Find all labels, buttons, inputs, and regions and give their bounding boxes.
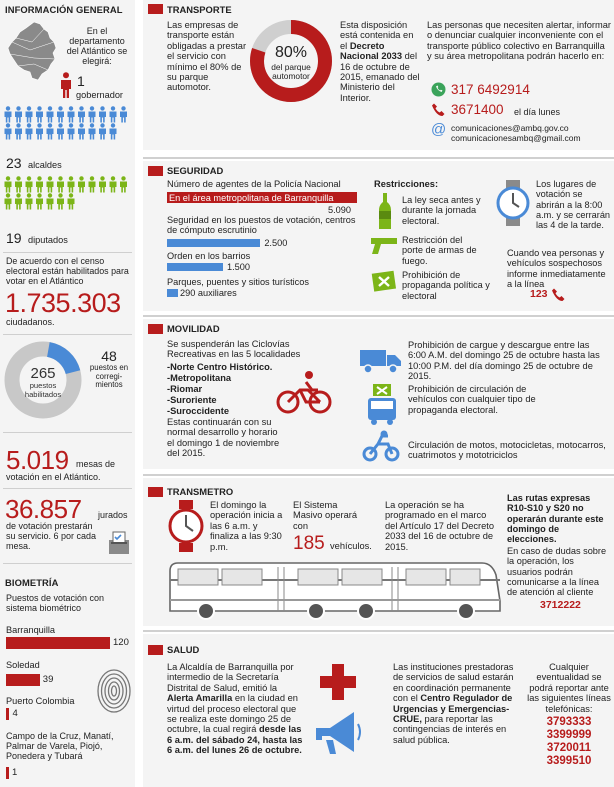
divider [3, 563, 132, 564]
alert-text-c: en la ciudad en virtud del proceso electoral que se realiza este domingo 25 de octubre, la cual regirá [167, 693, 298, 735]
mayors-icon-grid [4, 106, 132, 152]
general-info-panel [0, 0, 135, 787]
biometric-title: BIOMETRÍA [5, 577, 59, 588]
locality-item: -Suroriente [167, 395, 217, 405]
section-marker-icon [148, 4, 163, 14]
transmetro-title: TRANSMETRO [167, 486, 234, 497]
deputy-person-icon [47, 193, 54, 209]
agents-row-value: 1.500 [226, 262, 250, 272]
bio-bar [6, 674, 40, 686]
mayor-person-icon [99, 123, 106, 139]
stations-total: 265 [30, 365, 56, 382]
mayor-person-icon [47, 123, 54, 139]
mayor-person-icon [89, 123, 96, 139]
mayor-person-icon [5, 106, 12, 122]
bio-bar-label: Puerto Colombia [6, 696, 75, 706]
propaganda-vehicle-restriction: Prohibición de circulación de vehículos con cualquier tipo de propaganda electoral. [408, 384, 536, 415]
mobility-outro: Estas continuarán con su normal desarrollo y horario el domingo 1 de noviembre del 2015. [167, 417, 280, 459]
transmetro-hours: El domingo la operación inicia a las 6 a.m. y finaliza a las 9:30 p.m. [210, 500, 283, 552]
phone-number: 3671400 [451, 102, 504, 117]
articulated-bus-icon [166, 559, 502, 621]
divider [143, 157, 614, 159]
phone-icon [431, 102, 446, 117]
deputy-person-icon [110, 176, 117, 192]
deputy-person-icon [57, 176, 64, 192]
locality-item: -Suroccidente [167, 406, 229, 416]
mayors-label: alcaldes [28, 160, 62, 170]
section-marker-icon [148, 166, 163, 176]
restriction-propaganda: Prohibición de propaganda política y electoral [402, 270, 490, 301]
email-icon: @ [431, 121, 447, 138]
deputy-person-icon [78, 176, 85, 192]
stations-total-label: puestos habilitados [24, 381, 62, 399]
fleet-pct: 80% [274, 44, 308, 61]
locality-item: -Metropolitana [167, 373, 232, 383]
whatsapp-number: 317 6492914 [451, 82, 530, 97]
health-phone: 3793333 [546, 716, 592, 728]
report-number: 123 [530, 288, 548, 300]
locality-item: -Riomar [167, 384, 203, 394]
alert-text-a: La Alcaldía de Barranquilla por intermedio de la Secretaría Distrital de Salud, emitió la [167, 662, 294, 693]
biometric-text: Puestos de votación con sistema biométrico [6, 593, 105, 614]
atlantico-map-icon [4, 20, 60, 82]
stations-rural-count: 48 [101, 348, 117, 364]
jurors-label-b: de votación prestarán su servicio. 6 por cada mesa. [6, 521, 97, 552]
deputy-person-icon [26, 176, 33, 192]
bottle-icon [378, 193, 392, 229]
fingerprint-icon [96, 668, 132, 714]
agents-row-label: Parques, puentes y sitios turísticos [167, 277, 309, 287]
mayor-person-icon [57, 106, 64, 122]
info-text: En el departamento del Atlántico se elegirá: [66, 26, 128, 67]
mayor-person-icon [26, 106, 33, 122]
bio-bar-label: Campo de la Cruz, Manatí, Palmar de Varela, Piojó, Ponedera y Tubará [6, 731, 114, 762]
alert-period: desde las 6 a.m. del sábado 24, hasta las 6 a.m. del lunes 26 de octubre. [167, 724, 303, 756]
deputy-person-icon [68, 176, 75, 192]
transport-text-3 [340, 20, 420, 103]
restriction-weapons: Restricción del porte de armas de fuego. [402, 235, 477, 266]
locality-item: -Norte Centro Histórico. [167, 362, 273, 372]
security-title: SEGURIDAD [167, 165, 224, 176]
deputies-icon-grid [4, 176, 132, 226]
phone-icon [552, 287, 566, 301]
deputy-person-icon [99, 176, 106, 192]
deputy-person-icon [57, 193, 64, 209]
mayor-person-icon [89, 106, 96, 122]
health-title: SALUD [167, 644, 200, 655]
governor-label: gobernador [76, 90, 123, 100]
customer-line-text: En caso de dudas sobre la operación, los usuarios podrán comunicarse a la línea de atención al cliente [507, 546, 607, 598]
transport-text-1: Las empresas de transporte están obligadas a prestar el servicio con mínimo el 80% de su parque automotor. [167, 20, 247, 93]
bio-bar [6, 637, 110, 649]
deputies-label: diputados [28, 235, 68, 245]
mayor-person-icon [36, 123, 43, 139]
deputy-person-icon [15, 193, 22, 209]
truck-icon [360, 348, 402, 374]
section-marker-icon [148, 324, 163, 334]
governor-count: 1 [77, 73, 85, 89]
fleet-label: del parque automotor [271, 62, 311, 82]
health-lines-text: Cualquier eventualidad se podrá reportar ante las siguientes líneas telefónicas: [527, 662, 611, 714]
deputy-person-icon [89, 176, 96, 192]
mayor-person-icon [78, 106, 85, 122]
motorcycle-icon [362, 430, 400, 462]
agents-row-value: 2.500 [264, 238, 288, 248]
jurors-label-a: jurados [98, 510, 128, 520]
bicycle-icon [276, 370, 332, 414]
bio-bar-value: 1 [12, 767, 18, 778]
tables-label-b: votación en el Atlántico. [6, 472, 101, 482]
health-phone: 3399510 [546, 755, 592, 767]
mayor-person-icon [26, 123, 33, 139]
census-label: ciudadanos. [6, 317, 55, 327]
decree-name: Decreto Nacional 2033 [340, 40, 403, 62]
transmetro-fleet-text: El Sistema Masivo operará con [293, 500, 358, 531]
stations-rural-label: puestos en corregi-mientos [89, 363, 129, 390]
divider [143, 315, 614, 317]
agents-title: Número de agentes de la Policía Nacional [167, 179, 341, 189]
divider [143, 474, 614, 476]
clock-icon [168, 500, 204, 552]
restriction-alcohol: La ley seca antes y durante la jornada electoral. [402, 195, 481, 226]
bio-bar [6, 708, 9, 720]
transmetro-fleet-number: 185 [293, 533, 325, 554]
divider [3, 488, 132, 489]
bio-bar-value: 120 [113, 637, 129, 648]
email-1: comunicaciones@ambq.gov.co [451, 123, 569, 133]
ballot-box-icon [106, 530, 132, 556]
bus-propaganda-icon [364, 384, 400, 426]
mayor-person-icon [5, 123, 12, 139]
mobility-intro: Se suspenderán las Ciclovías Recreativas en las 5 localidades [167, 339, 301, 360]
gun-icon [370, 235, 400, 255]
agents-row-value: 290 auxiliares [180, 288, 237, 298]
mayor-person-icon [15, 106, 22, 122]
cargo-restriction: Prohibición de cargue y descargue entre las 6:00 A.M. del domingo 25 de octubre hasta las 10:00 P.M. del día domingo 25 de octubre de 2015. [408, 340, 600, 382]
mayor-person-icon [68, 123, 75, 139]
bio-bar-label: Soledad [6, 660, 40, 670]
decree-text-c: del 16 de octubre de 2015, emanado del Ministerio del Interior. [340, 51, 420, 103]
transport-text-4: Las personas que necesiten alertar, informar o denunciar cualquier inconveniente con el transporte público colectivo en Barranquilla y su área metropolitana podrán hacerlo en: [427, 20, 611, 62]
governor-person-icon [60, 72, 72, 98]
deputy-person-icon [26, 193, 33, 209]
polling-hours-text: Los lugares de votación se abrirán a la 8:00 a.m. y se cerrarán las 4 de la tarde. [536, 179, 611, 231]
transport-title: TRANSPORTE [167, 4, 232, 15]
whatsapp-icon [431, 82, 446, 97]
section-marker-icon [148, 645, 163, 655]
health-phone: 3720011 [546, 742, 592, 754]
census-number: 1.735.303 [5, 288, 121, 318]
mobility-title: MOVILIDAD [167, 323, 220, 334]
email-2: comunicacionesambq@gmail.com [451, 133, 581, 143]
deputy-person-icon [68, 193, 75, 209]
bio-bar-value: 4 [12, 708, 18, 719]
restrictions-title: Restricciones: [374, 179, 439, 189]
customer-line-number: 3712222 [540, 599, 581, 611]
mayor-person-icon [15, 123, 22, 139]
census-text: De acuerdo con el censo electoral están habilitados para votar en el Atlántico [6, 256, 129, 286]
agents-row-label: Orden en los barrios [167, 251, 251, 261]
jurors-number: 36.857 [5, 494, 82, 524]
agents-row-label: En el área metropolitana de Barranquilla [169, 193, 334, 203]
agents-row-value: 5.090 [328, 205, 351, 215]
deputy-person-icon [47, 176, 54, 192]
decree-text-a: Esta disposición está contenida en el [340, 20, 414, 51]
crue-text-c: para reportar las contingencias de interés en salud pública. [393, 714, 507, 745]
agents-bar [167, 289, 178, 297]
agents-bar [167, 263, 223, 271]
report-text: Cuando vea personas y vehículos sospechosos informe inmediatamente a la línea [507, 248, 606, 289]
mayors-count: 23 [6, 155, 22, 171]
divider [143, 630, 614, 632]
mayor-person-icon [57, 123, 64, 139]
deputy-person-icon [36, 193, 43, 209]
phone-note: el día lunes [514, 107, 561, 117]
tables-label-a: mesas de [76, 459, 116, 469]
watch-icon [496, 180, 530, 226]
mayor-person-icon [110, 123, 117, 139]
transmetro-decree: La operación se ha programado en el marco del Artículo 17 del Decreto 2033 del 16 de octubre de 2015. [385, 500, 495, 552]
deputy-person-icon [5, 193, 12, 209]
megaphone-icon [314, 708, 364, 762]
red-cross-icon [318, 662, 358, 702]
health-crue-text [393, 662, 519, 745]
mayor-person-icon [110, 106, 117, 122]
health-phone: 3399999 [546, 729, 592, 741]
section-marker-icon [148, 487, 163, 497]
crue-name: Centro Regulador de Urgencias y Emergencias-CRUE, [393, 693, 513, 725]
express-routes-note: Las rutas expresas R10-S10 y S20 no operarán durante este domingo de elecciones. [507, 493, 604, 545]
info-title: INFORMACIÓN GENERAL [5, 4, 123, 15]
mayor-person-icon [36, 106, 43, 122]
alert-level: Alerta Amarilla [167, 693, 233, 704]
crue-text-a: Las instituciones prestadoras de servicios de salud estarán en coordinación permanente con el [393, 662, 514, 704]
agents-bar [167, 239, 260, 247]
agents-row-label: Seguridad en los puestos de votación, centros de cómputo escrutinio [167, 215, 356, 236]
deputy-person-icon [15, 176, 22, 192]
divider [3, 432, 132, 433]
mayor-person-icon [68, 106, 75, 122]
divider [3, 252, 132, 253]
mayor-person-icon [120, 106, 127, 122]
transmetro-fleet-label: vehículos. [330, 541, 372, 551]
bio-bar [6, 767, 9, 779]
propaganda-ban-icon [371, 268, 399, 296]
tables-number: 5.019 [6, 445, 69, 475]
bio-bar-value: 39 [42, 674, 54, 685]
deputies-count: 19 [6, 230, 22, 246]
bio-bar-label: Barranquilla [6, 625, 56, 635]
mayor-person-icon [99, 106, 106, 122]
deputy-person-icon [120, 176, 127, 192]
divider [3, 334, 132, 335]
motorcycle-restriction: Circulación de motos, motocicletas, motocarros, cuatrimotos y mototriciclos [408, 440, 606, 461]
mayor-person-icon [47, 106, 54, 122]
deputy-person-icon [5, 176, 12, 192]
mayor-person-icon [78, 123, 85, 139]
health-alert-text [167, 662, 305, 756]
deputy-person-icon [36, 176, 43, 192]
